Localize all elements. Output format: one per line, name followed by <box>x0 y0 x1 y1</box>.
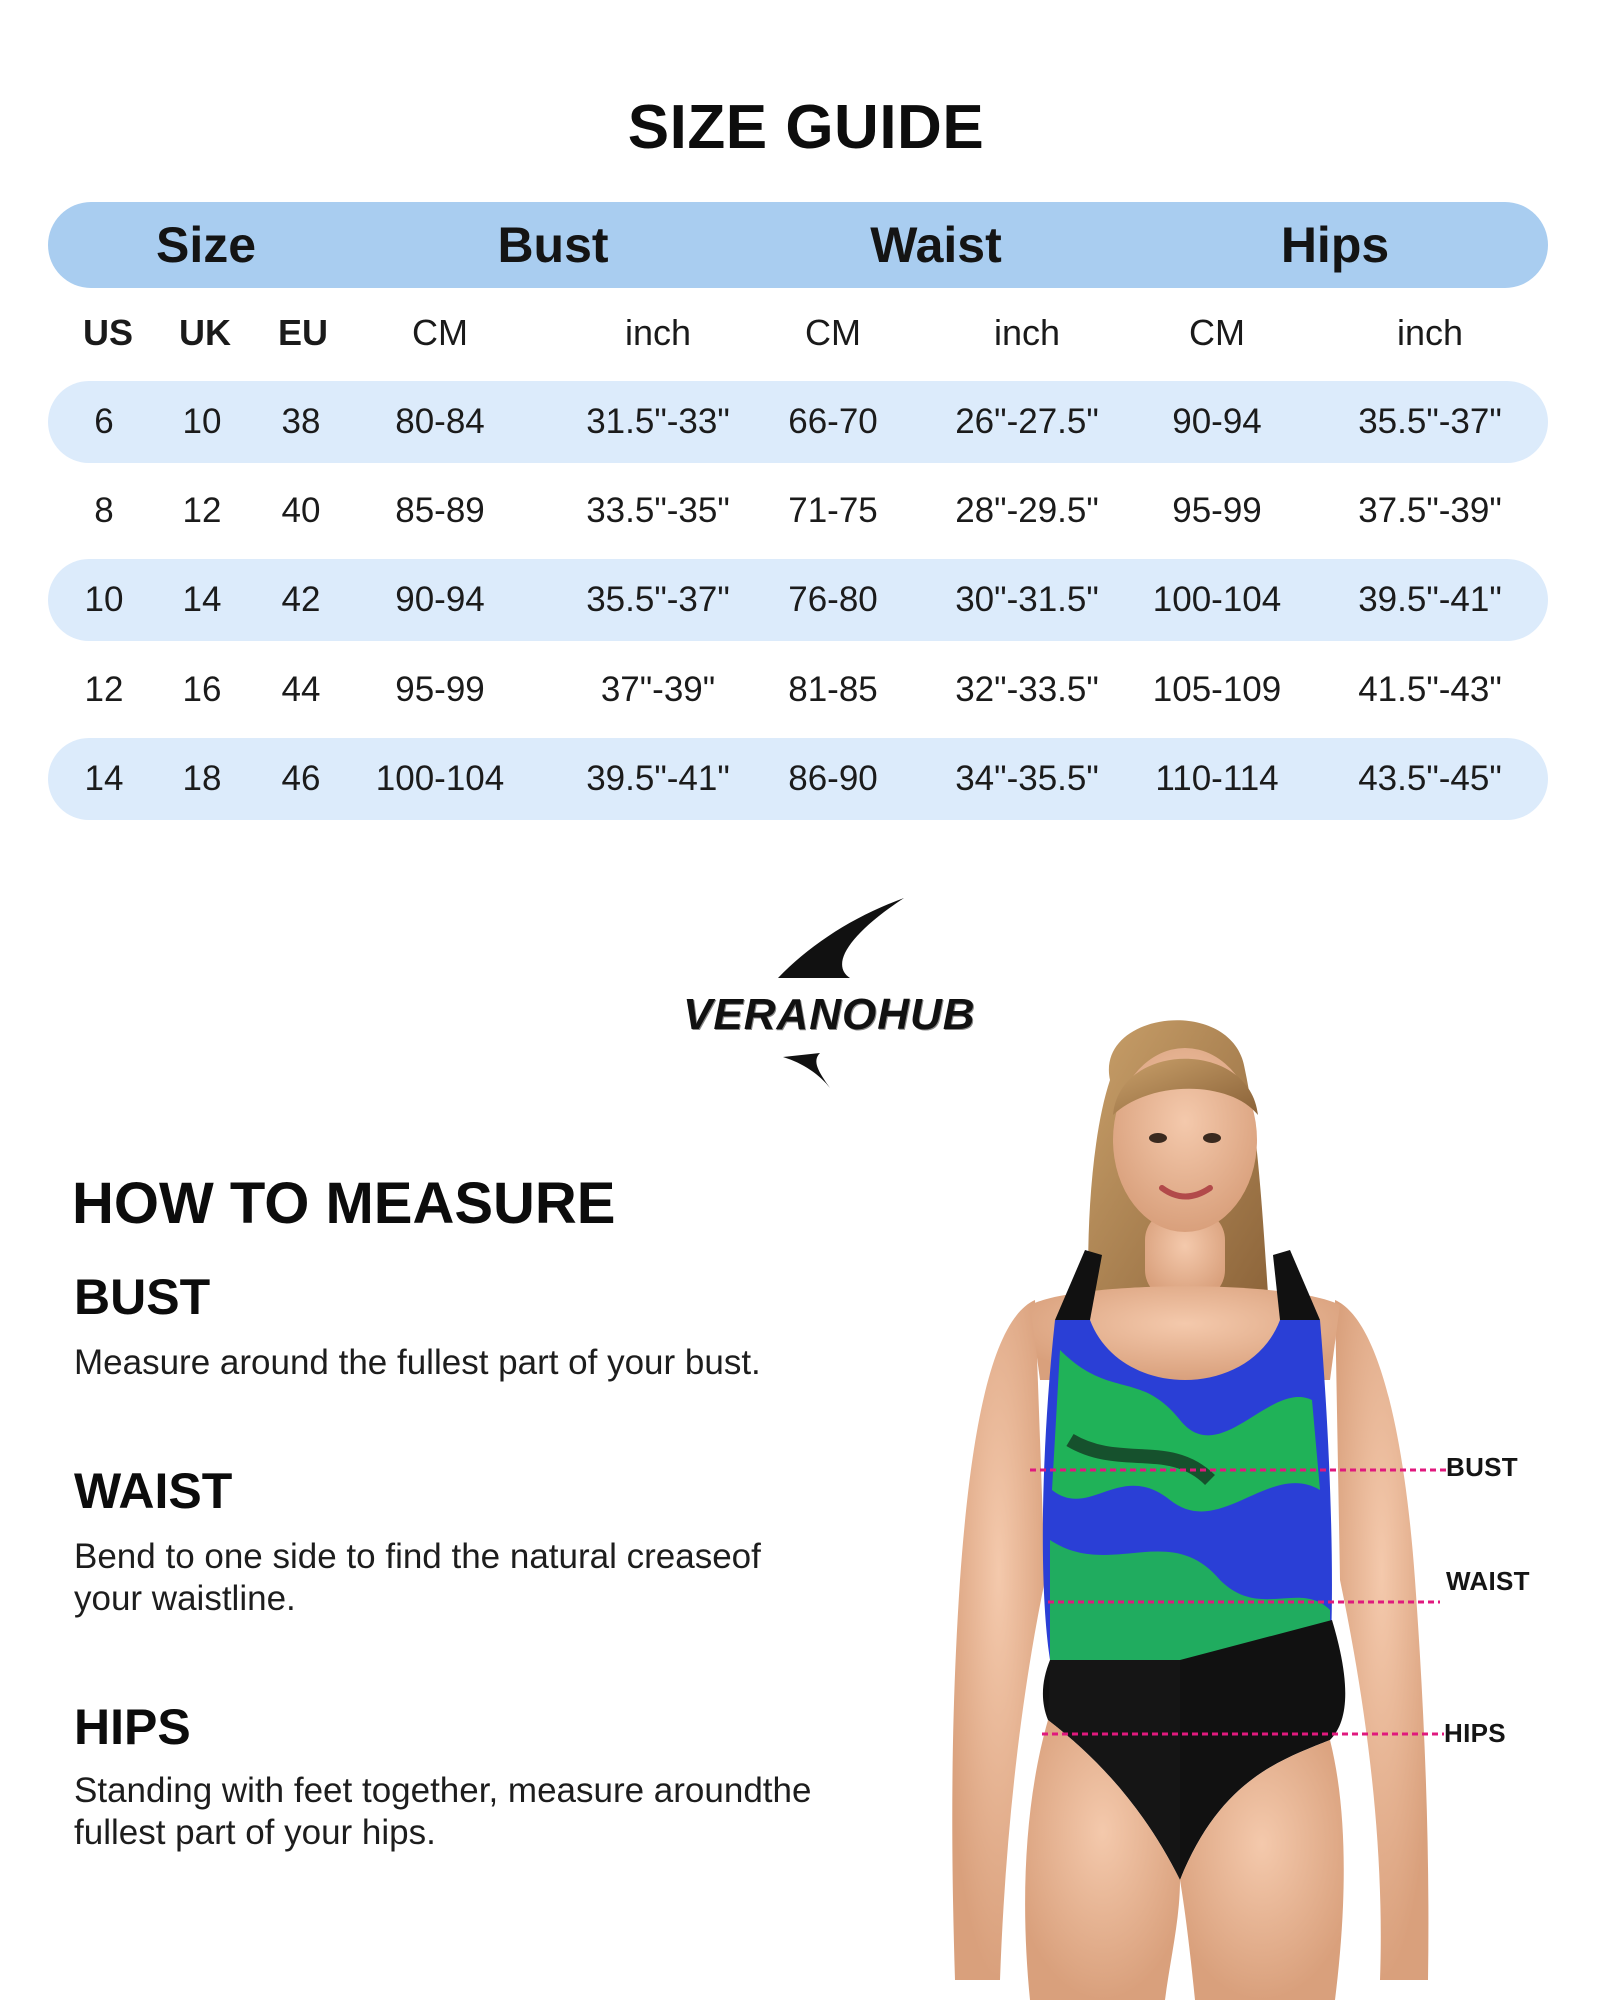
table-cell: 66-70 <box>788 402 878 441</box>
table-cell: 18 <box>182 759 222 798</box>
table-cell: 38 <box>281 402 321 441</box>
table-cell: 12 <box>182 491 222 530</box>
table-cell: 10 <box>182 402 222 441</box>
table-cell: 31.5"-33" <box>586 402 730 441</box>
group-header-hips: Hips <box>1280 217 1390 273</box>
table-row <box>48 470 1548 552</box>
column-header: CM <box>1189 312 1245 353</box>
how-to-measure-title: HOW TO MEASURE <box>72 1171 616 1236</box>
table-column-header <box>0 300 1600 366</box>
table-row <box>48 559 1548 641</box>
table-cell: 26"-27.5" <box>955 402 1099 441</box>
table-cell: 81-85 <box>788 670 878 709</box>
table-cell: 30"-31.5" <box>955 580 1099 619</box>
page-title: SIZE GUIDE <box>627 93 985 162</box>
table-cell: 14 <box>182 580 222 619</box>
table-cell: 90-94 <box>395 580 485 619</box>
table-cell: 90-94 <box>1172 402 1262 441</box>
table-cell: 44 <box>281 670 321 709</box>
hips-heading: HIPS <box>74 1699 191 1755</box>
table-cell: 12 <box>84 670 124 709</box>
column-header: EU <box>277 312 329 353</box>
table-cell: 10 <box>84 580 124 619</box>
model-swimsuit-illustration <box>880 1020 1600 2000</box>
table-cell: 32"-33.5" <box>955 670 1099 709</box>
group-header-bust: Bust <box>497 217 609 273</box>
model-label-bust: BUST <box>1446 1452 1518 1482</box>
table-cell: 85-89 <box>395 491 485 530</box>
waist-instructions: Bend to one side to find the natural creaseof your waistline. <box>74 1537 761 1618</box>
table-cell: 34"-35.5" <box>955 759 1099 798</box>
table-row <box>48 649 1548 731</box>
table-cell: 76-80 <box>788 580 878 619</box>
table-cell: 37"-39" <box>600 670 716 709</box>
bust-instructions: Measure around the fullest part of your bust. <box>74 1343 761 1382</box>
table-cell: 8 <box>94 491 114 530</box>
table-row <box>48 381 1548 463</box>
column-header: US <box>82 312 134 353</box>
table-cell: 40 <box>281 491 321 530</box>
table-cell: 35.5"-37" <box>586 580 730 619</box>
group-header-waist: Waist <box>870 217 1002 273</box>
table-cell: 100-104 <box>375 759 505 798</box>
table-cell: 37.5"-39" <box>1358 491 1502 530</box>
table-cell: 42 <box>281 580 321 619</box>
table-cell: 39.5"-41" <box>1358 580 1502 619</box>
bust-heading: BUST <box>74 1269 211 1325</box>
table-cell: 95-99 <box>395 670 485 709</box>
hips-instructions: Standing with feet together, measure aroundthe fullest part of your hips. <box>74 1771 812 1852</box>
table-cell: 100-104 <box>1152 580 1282 619</box>
model-label-waist: WAIST <box>1446 1566 1530 1596</box>
brand-name: VERANOHUB <box>683 990 976 1039</box>
table-cell: 33.5"-35" <box>586 491 730 530</box>
group-header-size: Size <box>155 217 257 273</box>
table-cell: 105-109 <box>1152 670 1282 709</box>
table-cell: 43.5"-45" <box>1358 759 1502 798</box>
table-group-header <box>48 202 1548 288</box>
table-cell: 95-99 <box>1172 491 1262 530</box>
table-cell: 86-90 <box>788 759 878 798</box>
column-header: UK <box>179 312 231 353</box>
table-cell: 14 <box>84 759 124 798</box>
table-cell: 28"-29.5" <box>955 491 1099 530</box>
table-cell: 71-75 <box>788 491 878 530</box>
column-header: inch <box>993 312 1061 353</box>
table-row <box>48 738 1548 820</box>
column-header: CM <box>805 312 861 353</box>
table-cell: 110-114 <box>1155 759 1279 798</box>
waist-heading: WAIST <box>74 1463 233 1519</box>
model-label-hips: HIPS <box>1444 1718 1506 1748</box>
column-header: inch <box>1396 312 1464 353</box>
column-header: CM <box>412 312 468 353</box>
table-cell: 80-84 <box>395 402 485 441</box>
table-cell: 35.5"-37" <box>1358 402 1502 441</box>
column-header: inch <box>624 312 692 353</box>
table-cell: 39.5"-41" <box>586 759 730 798</box>
table-cell: 41.5"-43" <box>1358 670 1502 709</box>
table-cell: 46 <box>281 759 321 798</box>
table-cell: 16 <box>182 670 222 709</box>
table-cell: 6 <box>94 402 114 441</box>
